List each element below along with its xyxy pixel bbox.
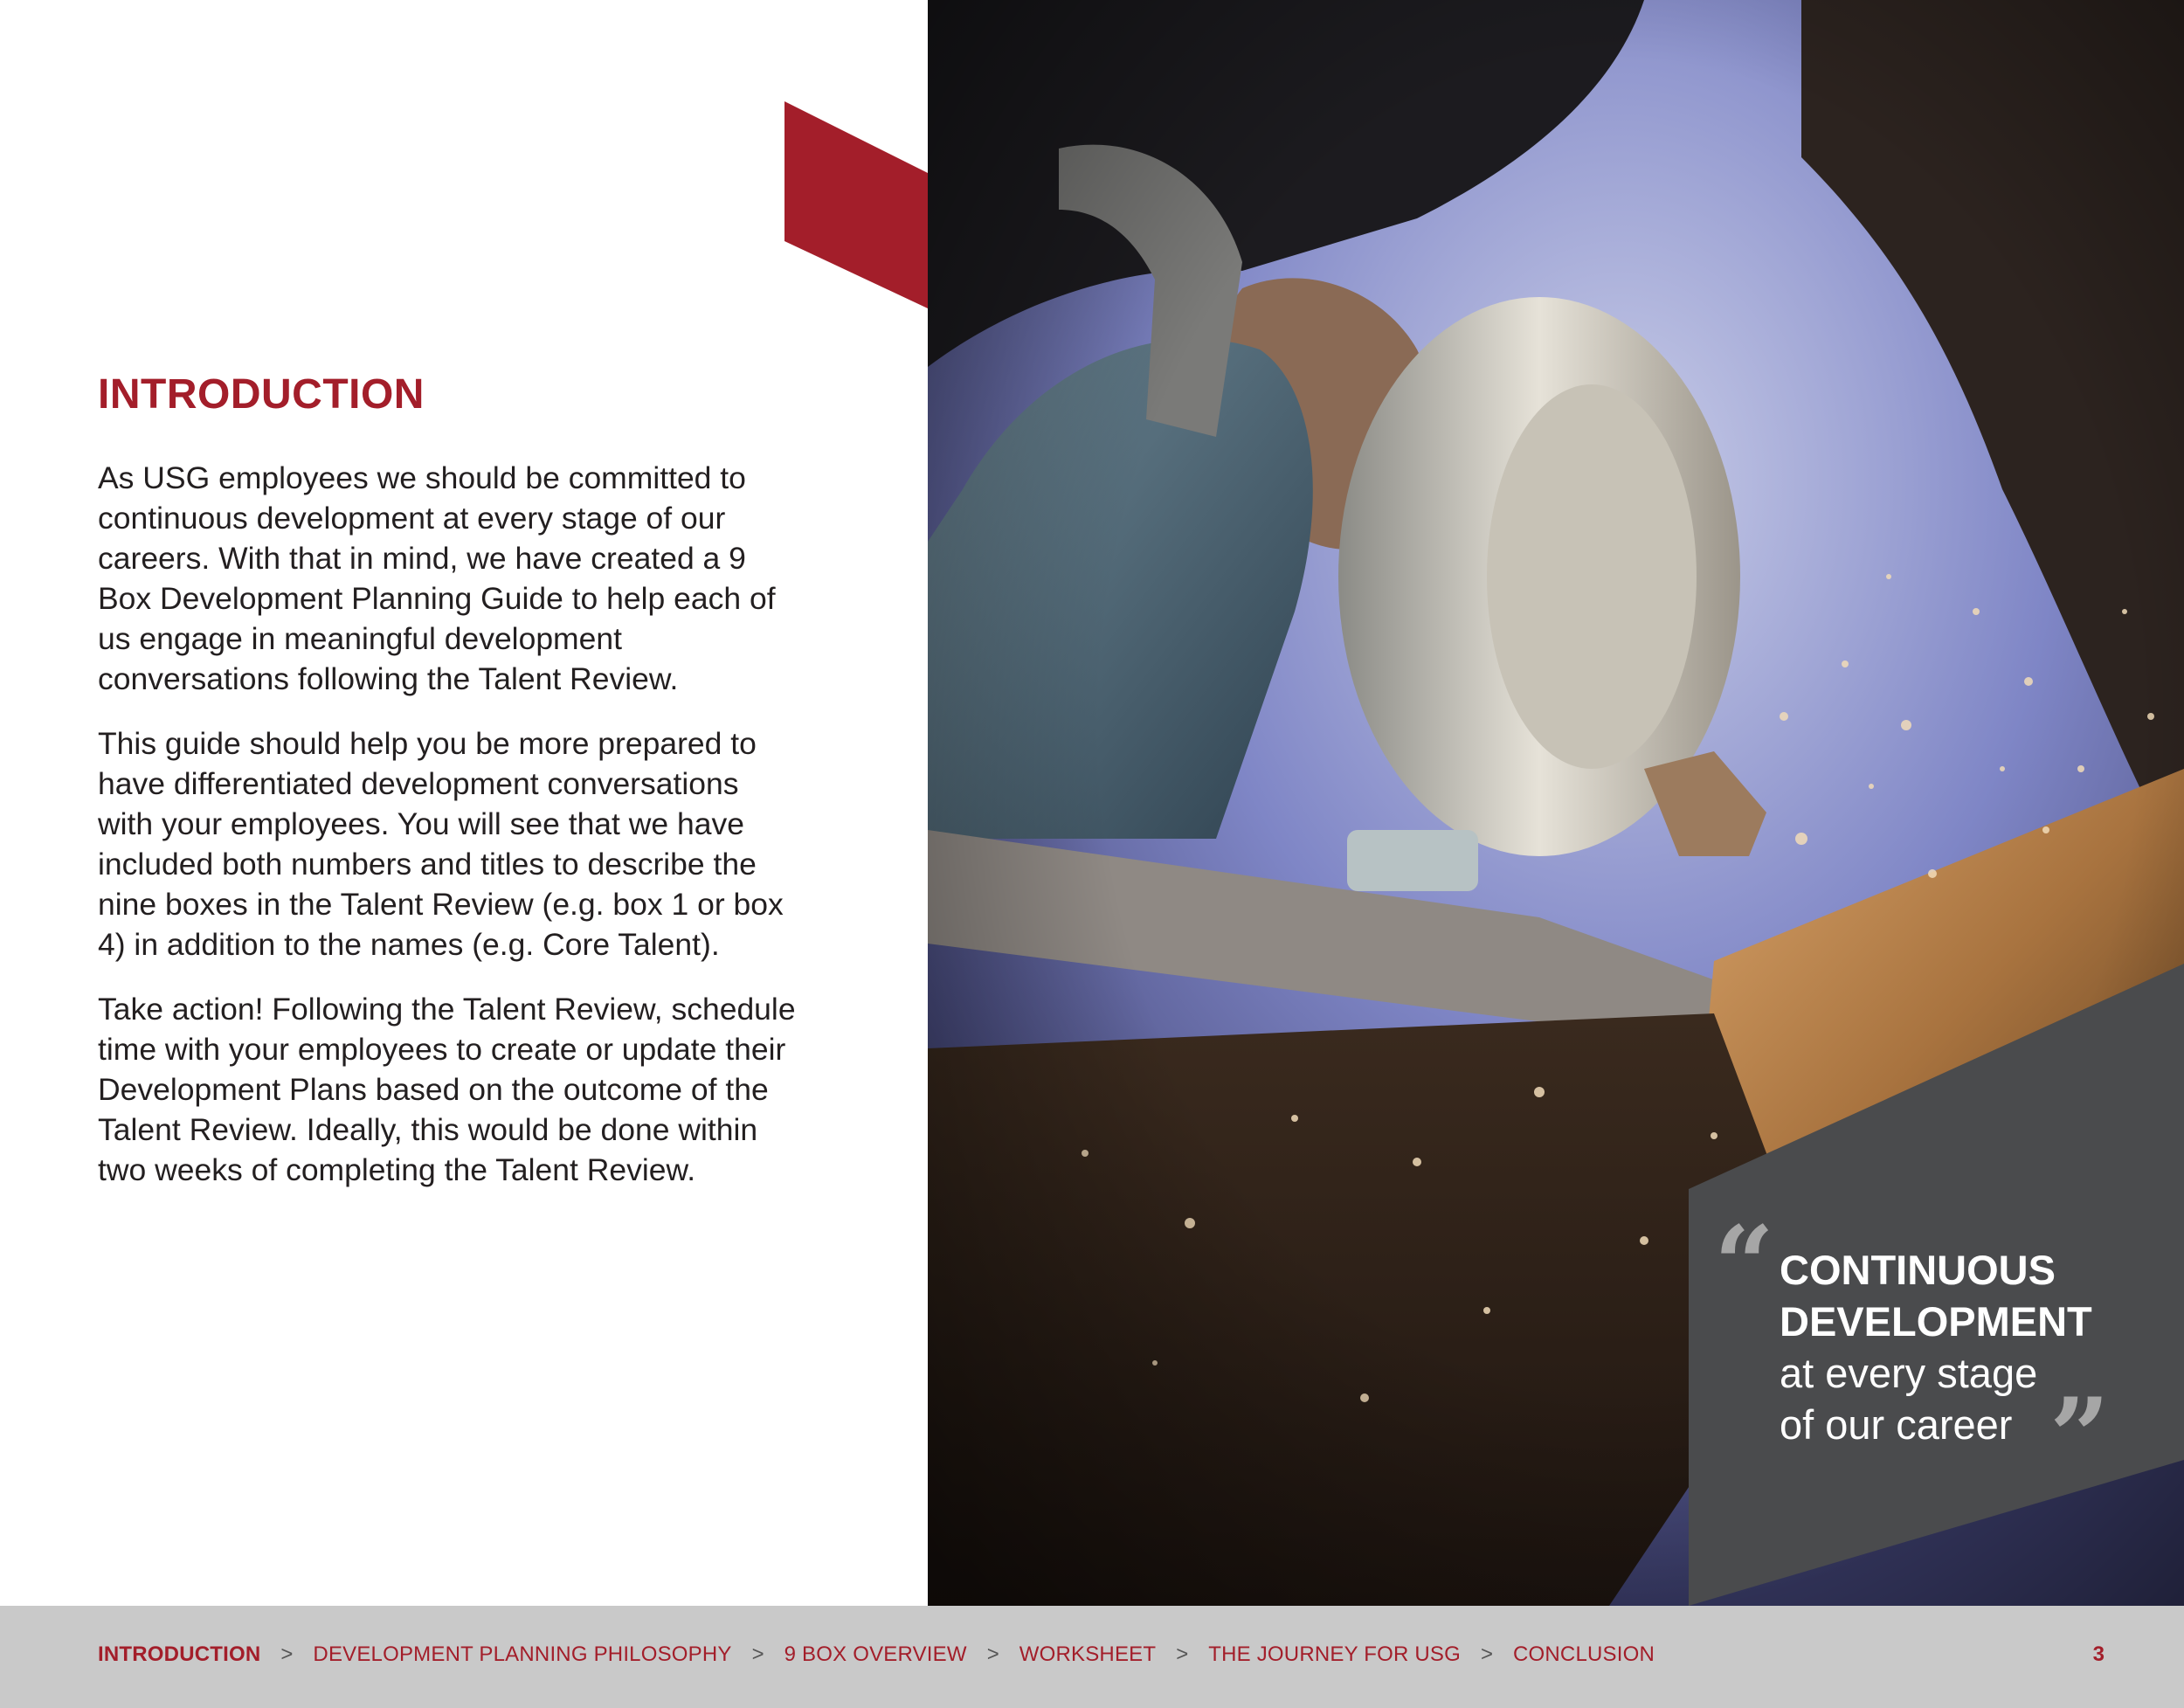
section-nav bbox=[98, 1642, 1655, 1667]
nav-9-box-overview[interactable]: 9 BOX OVERVIEW bbox=[784, 1642, 967, 1666]
nav-separator: > bbox=[986, 1642, 999, 1666]
intro-paragraph-3: Take action! Following the Talent Review, schedule time with your employees to create or update their Development Plans based on the outcome of the Talent Review. Ideally, this would be done within two weeks of completing the Talent Review. bbox=[98, 992, 796, 1187]
nav-development-planning-philosophy[interactable]: DEVELOPMENT PLANNING PHILOSOPHY bbox=[313, 1642, 732, 1666]
nav-separator: > bbox=[280, 1642, 294, 1666]
quote-line-2: DEVELOPMENT bbox=[1780, 1298, 2092, 1345]
quote-line-3: at every stage bbox=[1780, 1350, 2038, 1396]
quote-line-1: CONTINUOUS bbox=[1780, 1247, 2056, 1293]
page-number: 3 bbox=[2092, 1642, 2105, 1666]
intro-paragraph-2: This guide should help you be more prepared to have differentiated development conversations with your employees. You will see that we have included both numbers and titles to describe the nine boxes in the Talent Review (e.g. box 1 or box 4) in addition to the names (e.g. Core Talent). bbox=[98, 726, 784, 962]
quote-line-4: of our career bbox=[1780, 1401, 2013, 1448]
nav-separator: > bbox=[1176, 1642, 1189, 1666]
intro-paragraph-1: As USG employees we should be committed to continuous development at every stage of our careers. With that in mind, we have created a 9 Box Development Planning Guide to help each of us engage in meaningful development conversations following the Talent Review. bbox=[98, 460, 776, 696]
red-chevron-graphic bbox=[784, 101, 928, 308]
intro-title: INTRODUCTION bbox=[98, 371, 425, 418]
nav-worksheet[interactable]: WORKSHEET bbox=[1019, 1642, 1157, 1666]
nav-separator: > bbox=[751, 1642, 764, 1666]
close-quote-mark: ” bbox=[2049, 1375, 2111, 1498]
nav-conclusion[interactable]: CONCLUSION bbox=[1512, 1642, 1655, 1666]
intro-column bbox=[0, 0, 928, 1606]
nav-journey-for-usg[interactable]: THE JOURNEY FOR USG bbox=[1208, 1642, 1461, 1666]
nav-introduction[interactable]: INTRODUCTION bbox=[98, 1642, 261, 1666]
open-quote-mark: “ bbox=[1714, 1203, 1775, 1326]
intro-body bbox=[98, 458, 797, 1214]
nav-separator: > bbox=[1480, 1642, 1493, 1666]
